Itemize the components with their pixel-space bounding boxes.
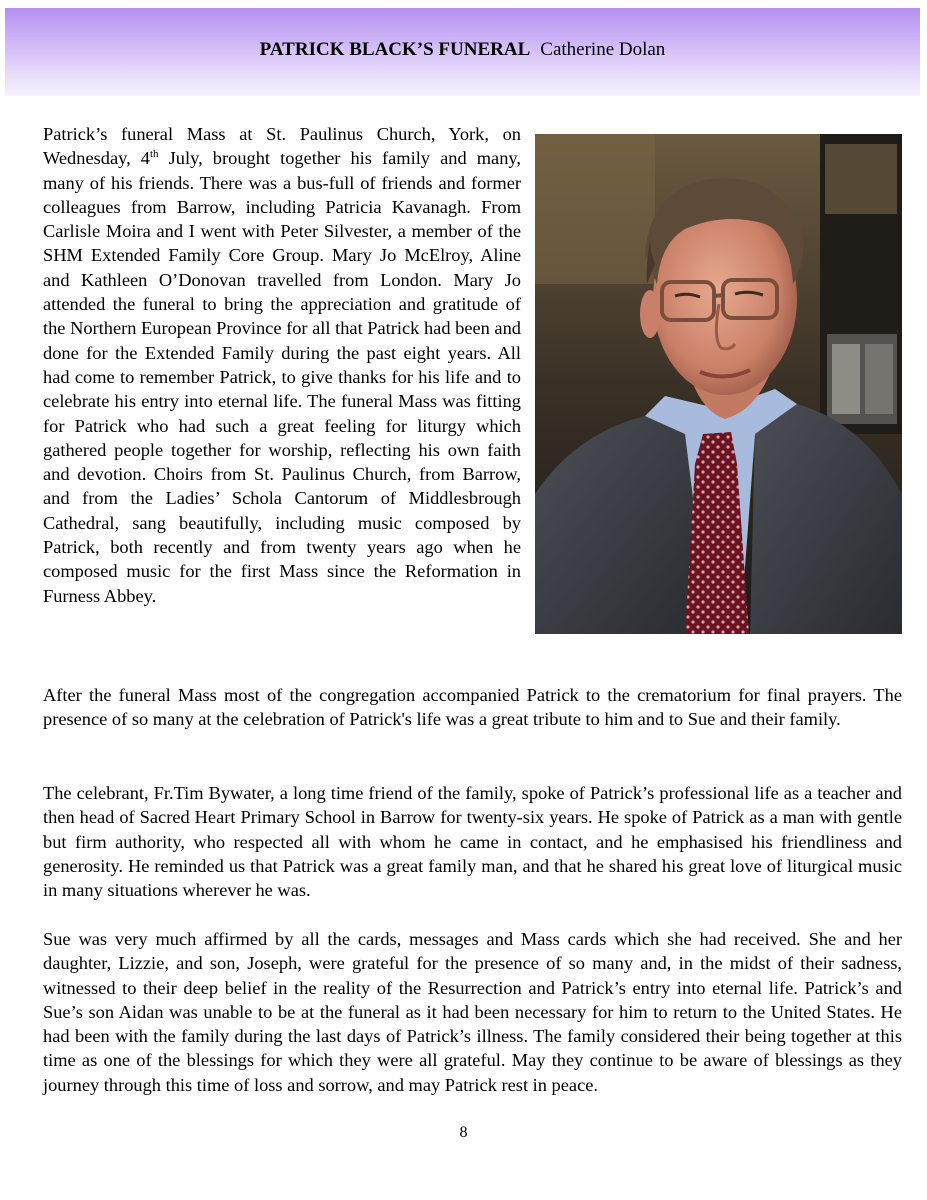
- intro-text-start: Patrick’s funeral Mass at St. Paulinus Church, York, on Wednesday, 4: [43, 124, 521, 169]
- crematorium-text: After the funeral Mass most of the congregation accompanied Patrick to the crematorium for final prayers. The presence of so many at the celebration of Patrick's life was a great tribute to him and to Sue and their family.: [43, 685, 902, 730]
- celebrant-paragraph: [43, 781, 902, 902]
- page-number: 8: [459, 1124, 468, 1141]
- crematorium-paragraph: [43, 683, 902, 732]
- celebrant-text: The celebrant, Fr.Tim Bywater, a long time friend of the family, spoke of Patrick’s professional life as a teacher and then head of Sacred Heart Primary School in Barrow for twenty-six years. He spoke of Patrick as a man with gentle but firm authority, who respected all with whom he came in contact, and he emphasised his friendliness and generosity. He reminded us that Patrick was a great family man, and that he shared his great love of liturgical music in many situations wherever he was.: [43, 783, 902, 901]
- portrait-photo: [535, 134, 902, 634]
- intro-paragraph: [43, 122, 521, 608]
- family-text: Sue was very much affirmed by all the cards, messages and Mass cards which she had received. She and her daughter, Lizzie, and son, Joseph, were grateful for the presence of so many and, in the midst of their sadness, witnessed to their deep belief in the reality of the Resurrection and Patrick’s entry into eternal life. Patrick’s and Sue’s son Aidan was unable to be at the funeral as it had been necessary for him to return to the United States. He had been with the family during the last days of Patrick’s illness. The family considered their being together at this time as one of the blessings for which they were all grateful. May they continue to be aware of blessings as they journey through this time of loss and sorrow, and may Patrick rest in peace.: [43, 929, 902, 1095]
- header-line: [5, 39, 920, 61]
- intro-text-rest: July, brought together his family and many, many of his friends. There was a bus-full of friends and former colleagues from Barrow, including Patricia Kavanagh. From Carlisle Moira and I went with Peter Silvester, a member of the SHM Extended Family Core Group. Mary Jo McElroy, Aline and Kathleen O’Donovan travelled from London. Mary Jo attended the funeral to bring the appreciation and gratitude of the Northern European Province for all that Patrick had been and done for the Extended Family during the past eight years. All had come to remember Patrick, to give thanks for his life and to celebrate his entry into eternal life. The funeral Mass was fitting for Patrick who had such a great feeling for liturgy which gathered people together for worship, reflecting his own faith and devotion. Choirs from St. Paulinus Church, from Barrow, and from the Ladies’ Schola Cantorum of Middlesbrough Cathedral, sang beautifully, including music composed by Patrick, both recently and from twenty years ago when he composed music for the first Mass since the Reformation in Furness Abbey.: [43, 148, 521, 606]
- article-title: PATRICK BLACK’S FUNERAL: [259, 39, 531, 60]
- family-paragraph: [43, 927, 902, 1097]
- article-author: Catherine Dolan: [540, 39, 666, 60]
- date-ordinal: th: [150, 148, 159, 161]
- header-banner: [5, 8, 920, 96]
